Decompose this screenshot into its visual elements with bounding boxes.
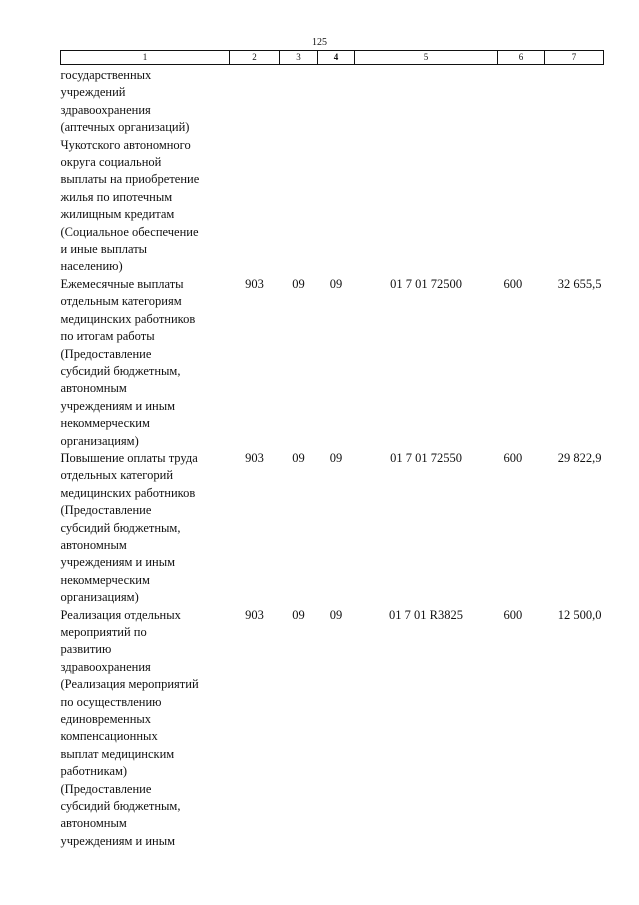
page-number: 125 [312,37,327,48]
row-target [355,67,498,276]
row-ministry: 903 [245,607,264,622]
table-body [61,65,604,851]
row-subsection: 09 [329,450,343,465]
header-col-1: 1 [61,51,230,65]
row-expense-type: 600 [503,607,523,622]
header-col-5: 5 [355,51,498,65]
header-col-6: 6 [498,51,545,65]
row-target: 01 7 01 R3825 [389,607,463,622]
row-ministry: 903 [245,276,264,291]
row-expense-type: 600 [503,450,523,465]
row-target: 01 7 01 72550 [390,450,462,465]
row-expense-type: 600 [503,276,523,291]
row-amount: 32 655,5 [557,276,602,291]
header-row [61,51,604,65]
row-section: 09 [292,607,305,622]
header-col-3: 3 [280,51,318,65]
row-subsection [318,67,355,276]
row-section: 09 [292,450,305,465]
table-row [61,276,604,450]
row-subsection: 09 [329,276,343,291]
table-row [61,450,604,607]
row-ministry: 903 [245,450,264,465]
table-row [61,607,604,851]
row-section [280,67,318,276]
row-expense-type [498,67,545,276]
row-amount [545,67,604,276]
row-amount: 29 822,9 [557,450,602,465]
row-section: 09 [292,276,305,291]
budget-table [60,50,604,850]
row-name: Повышение оплаты труда отдельных категорий медицинских работников (Предоставление субсидий бюджетным, автономным учреждениям и иным некоммерческим организациям) [60,450,198,605]
row-name: Ежемесячные выплаты отдельным категориям медицинских работников по итогам работы (Предоставление субсидий бюджетным, автономным учреждениям и иным некоммерческим организациям) [60,276,196,448]
header-col-7: 7 [545,51,604,65]
row-name: государственных учреждений здравоохранения (аптечных организаций) Чукотского автономного округа социальной выплаты на приобретение жилья по ипотечным жилищным кредитам (Социальное обеспечение и иные выплаты населению) [60,68,200,274]
table-row [61,67,604,276]
row-subsection: 09 [329,607,343,622]
row-target: 01 7 01 72500 [390,276,462,291]
header-col-4: 4 [318,51,355,65]
row-ministry [230,67,280,276]
row-amount: 12 500,0 [557,607,602,622]
table-header [61,51,604,65]
header-col-2: 2 [230,51,280,65]
row-name: Реализация отдельных мероприятий по развитию здравоохранения (Реализация мероприятий по осуществлению единовременных компенсационных выплат медицинским работникам) (Предоставление субсидий бюджетным, автономным учреждениям и иным [60,607,199,848]
